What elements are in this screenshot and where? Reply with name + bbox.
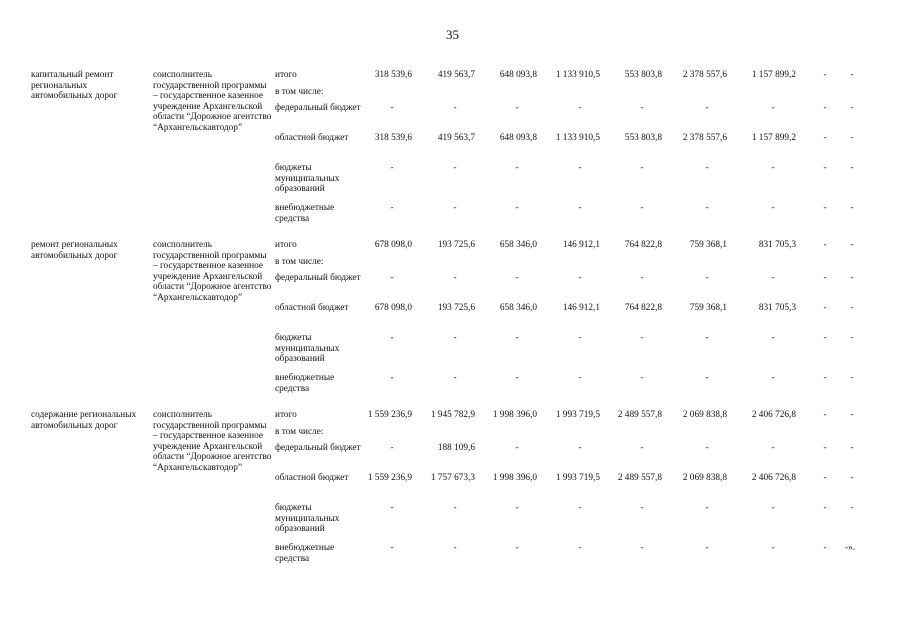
funding-source-label: внебюджетные средства [275,373,335,394]
value-cell: - [390,543,394,553]
value-cell: - [705,333,709,343]
value-cell: - [578,503,582,513]
value-cell: - [390,103,394,113]
value-cell: - [453,333,457,343]
value-cell: 1 998 396,0 [492,473,537,483]
value-cell: 193 725,6 [437,303,475,313]
value-cell: - [771,373,775,383]
value-cell: 2 489 557,8 [617,473,662,483]
value-cell: - [850,333,854,343]
value-cell: - [640,373,644,383]
value-cell: 553 803,8 [624,133,662,143]
value-cell: - [823,103,827,113]
value-cell: 658 346,0 [499,303,537,313]
activity-name: содержание региональных автомобильных дорог [31,410,137,431]
value-cell: - [823,163,827,173]
value-cell: - [823,473,827,483]
value-cell: - [390,333,394,343]
value-cell: - [823,373,827,383]
value-cell: 419 563,7 [437,70,475,80]
executor-name: соисполнитель государственной программы – государственное казенное учреждение Архангельской области “Дорожное агентство “Архангельскавтодор” [153,410,272,473]
value-cell: 1 133 910,5 [555,70,600,80]
value-cell: - [578,103,582,113]
value-cell: - [705,103,709,113]
value-cell: - [823,70,827,80]
value-cell: - [771,443,775,453]
value-cell: - [771,543,775,553]
value-cell: 553 803,8 [624,70,662,80]
value-cell: - [850,473,854,483]
value-cell: - [390,503,394,513]
value-cell: - [515,373,519,383]
value-cell: - [453,103,457,113]
funding-source-label: в том числе: [275,257,324,267]
value-cell: 831 705,3 [758,303,796,313]
value-cell: 1 133 910,5 [555,133,600,143]
value-cell: - [771,273,775,283]
value-cell: 2 069 838,8 [682,410,727,420]
value-cell: - [515,443,519,453]
funding-source-label: федеральный бюджет [275,273,361,283]
value-cell: 648 093,8 [499,133,537,143]
value-cell: 1 993 719,5 [555,410,600,420]
value-cell: - [850,70,854,80]
value-cell: 2 406 726,8 [751,410,796,420]
value-cell: - [390,203,394,213]
value-cell: 2 378 557,6 [682,70,727,80]
funding-source-label: областной бюджет [275,303,349,313]
value-cell: -». [845,543,856,553]
value-cell: - [771,163,775,173]
value-cell: - [823,333,827,343]
value-cell: - [705,373,709,383]
funding-source-label: внебюджетные средства [275,543,335,564]
value-cell: 764 822,8 [624,303,662,313]
value-cell: - [578,333,582,343]
value-cell: - [390,443,394,453]
funding-source-label: бюджеты муниципальных образований [275,333,340,365]
value-cell: - [453,273,457,283]
funding-source-label: федеральный бюджет [275,443,361,453]
value-cell: 188 109,6 [437,443,475,453]
value-cell: - [640,103,644,113]
value-cell: - [705,203,709,213]
value-cell: - [640,203,644,213]
value-cell: - [705,163,709,173]
funding-source-label: внебюджетные средства [275,203,335,224]
value-cell: - [823,443,827,453]
funding-source-label: бюджеты муниципальных образований [275,503,340,535]
value-cell: 658 346,0 [499,240,537,250]
value-cell: 678 098,0 [374,240,412,250]
value-cell: 2 069 838,8 [682,473,727,483]
value-cell: 764 822,8 [624,240,662,250]
value-cell: - [515,163,519,173]
value-cell: - [578,163,582,173]
value-cell: 2 406 726,8 [751,473,796,483]
value-cell: 1 998 396,0 [492,410,537,420]
value-cell: 678 098,0 [374,303,412,313]
value-cell: - [823,410,827,420]
page-number: 35 [446,27,459,42]
value-cell: - [850,273,854,283]
value-cell: 1 559 236,9 [367,473,412,483]
value-cell: 831 705,3 [758,240,796,250]
value-cell: - [850,133,854,143]
value-cell: - [515,103,519,113]
value-cell: - [453,203,457,213]
activity-name: капитальный ремонт региональных автомобильных дорог [31,70,118,102]
value-cell: - [850,443,854,453]
value-cell: 318 539,6 [374,133,412,143]
value-cell: 1 993 719,5 [555,473,600,483]
value-cell: - [850,203,854,213]
funding-source-label: итого [275,70,297,80]
value-cell: - [453,373,457,383]
funding-source-label: итого [275,240,297,250]
value-cell: - [823,273,827,283]
value-cell: - [515,333,519,343]
value-cell: - [640,163,644,173]
value-cell: - [705,543,709,553]
value-cell: 419 563,7 [437,133,475,143]
funding-source-label: итого [275,410,297,420]
executor-name: соисполнитель государственной программы – государственное казенное учреждение Архангельской области “Дорожное агентство “Архангельскавтодор” [153,70,272,133]
value-cell: - [850,503,854,513]
value-cell: - [453,503,457,513]
value-cell: 1 559 236,9 [367,410,412,420]
value-cell: - [390,163,394,173]
value-cell: - [823,240,827,250]
value-cell: 759 368,1 [689,303,727,313]
value-cell: - [771,503,775,513]
value-cell: - [515,543,519,553]
value-cell: - [823,133,827,143]
value-cell: 146 912,1 [562,240,600,250]
value-cell: - [823,503,827,513]
value-cell: - [640,273,644,283]
value-cell: - [850,303,854,313]
funding-source-label: федеральный бюджет [275,103,361,113]
value-cell: - [771,103,775,113]
value-cell: - [640,543,644,553]
value-cell: 2 378 557,6 [682,133,727,143]
value-cell: - [705,273,709,283]
value-cell: - [578,273,582,283]
value-cell: 2 489 557,8 [617,410,662,420]
funding-source-label: областной бюджет [275,473,349,483]
value-cell: 759 368,1 [689,240,727,250]
value-cell: - [578,543,582,553]
value-cell: - [453,543,457,553]
value-cell: - [515,503,519,513]
value-cell: - [578,373,582,383]
value-cell: 1 757 673,3 [430,473,475,483]
executor-name: соисполнитель государственной программы – государственное казенное учреждение Архангельской области “Дорожное агентство “Архангельскавтодор” [153,240,272,303]
value-cell: 648 093,8 [499,70,537,80]
value-cell: - [771,203,775,213]
value-cell: 1 157 899,2 [751,70,796,80]
funding-source-label: в том числе: [275,87,324,97]
value-cell: - [771,333,775,343]
value-cell: - [823,203,827,213]
value-cell: - [850,373,854,383]
value-cell: - [515,203,519,213]
funding-source-label: в том числе: [275,427,324,437]
value-cell: 193 725,6 [437,240,475,250]
funding-source-label: бюджеты муниципальных образований [275,163,340,195]
value-cell: - [823,303,827,313]
value-cell: - [850,410,854,420]
value-cell: - [640,333,644,343]
activity-name: ремонт региональных автомобильных дорог [31,240,118,261]
value-cell: 1 945 782,9 [430,410,475,420]
value-cell: - [578,203,582,213]
value-cell: - [390,373,394,383]
value-cell: 318 539,6 [374,70,412,80]
value-cell: - [515,273,519,283]
value-cell: - [850,103,854,113]
value-cell: - [705,443,709,453]
value-cell: - [850,240,854,250]
value-cell: - [640,503,644,513]
value-cell: - [850,163,854,173]
value-cell: - [823,543,827,553]
funding-source-label: областной бюджет [275,133,349,143]
value-cell: - [640,443,644,453]
value-cell: - [705,503,709,513]
value-cell: - [390,273,394,283]
value-cell: 146 912,1 [562,303,600,313]
value-cell: - [453,163,457,173]
value-cell: 1 157 899,2 [751,133,796,143]
value-cell: - [578,443,582,453]
